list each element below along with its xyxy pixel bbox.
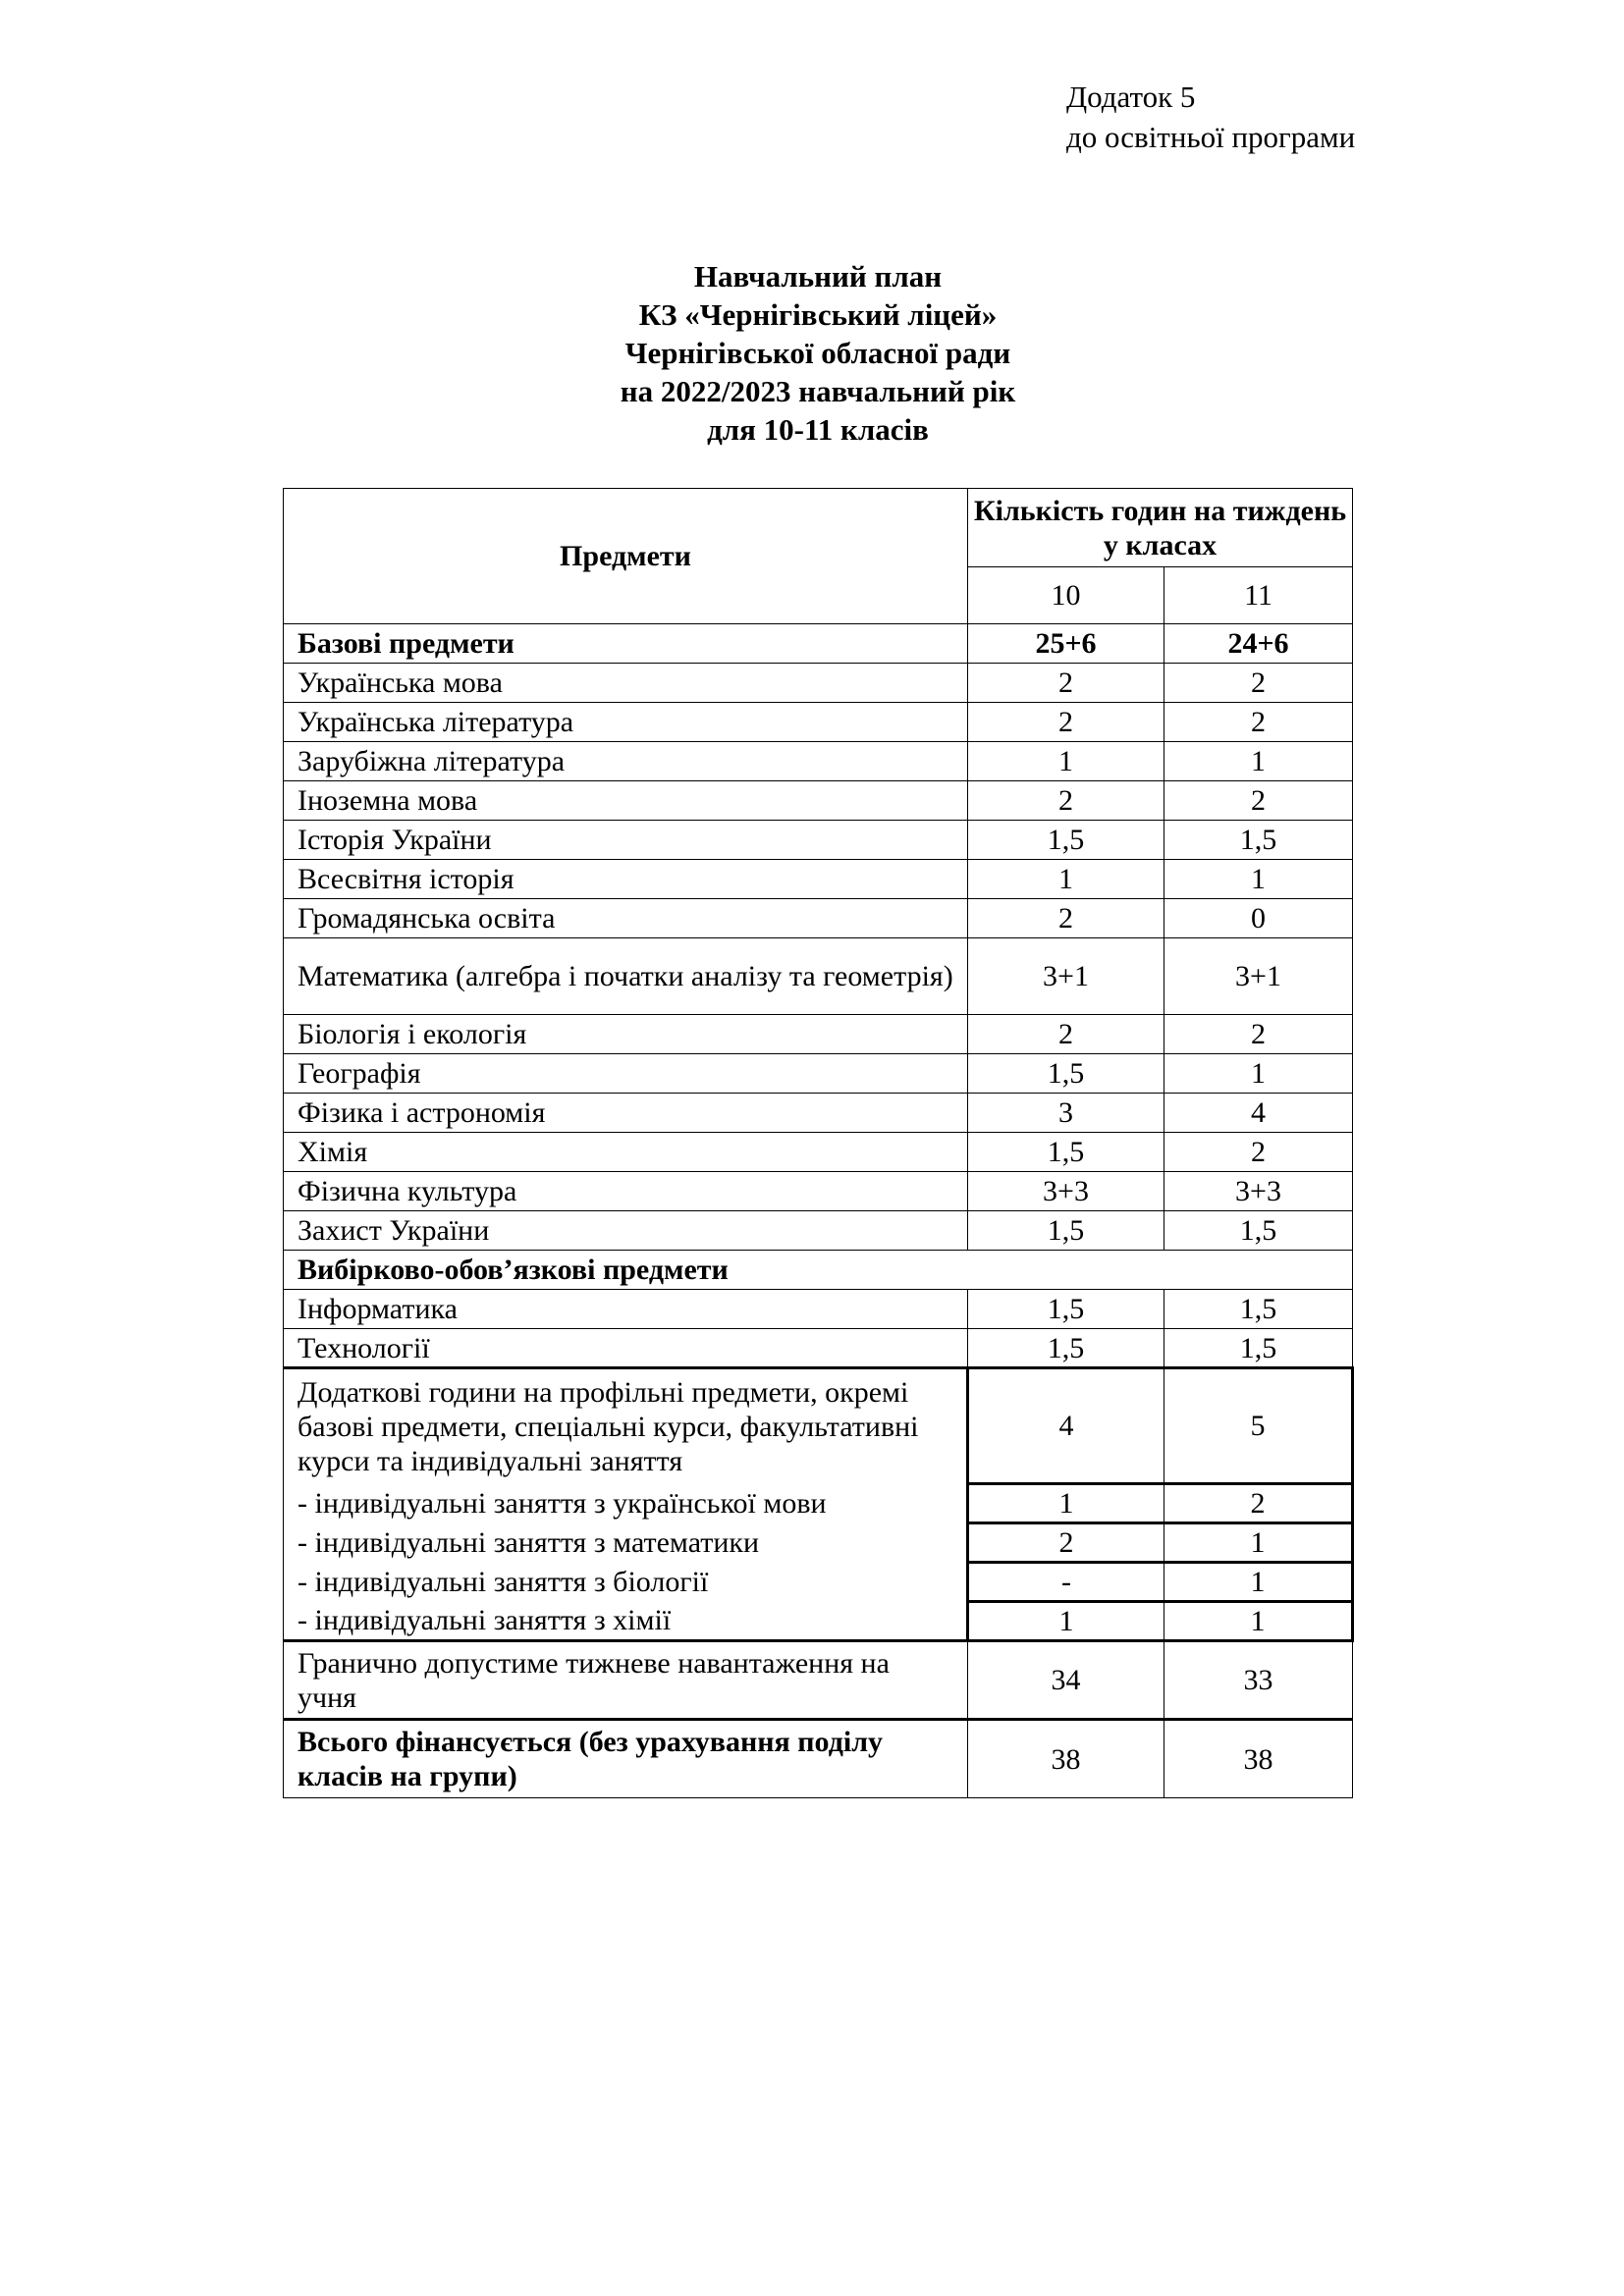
- g10-cell: 1,5: [968, 1133, 1164, 1172]
- subject-cell: Біологія і екологія: [284, 1015, 968, 1054]
- g10-cell: 1: [968, 742, 1164, 781]
- g11-cell: 1: [1164, 1563, 1353, 1602]
- g10-cell: 2: [968, 664, 1164, 703]
- subject-cell: Всесвітня історія: [284, 860, 968, 899]
- table-row: [284, 1054, 1353, 1094]
- header-grade-11: 11: [1164, 567, 1353, 624]
- g10-cell: 2: [968, 899, 1164, 938]
- subject-cell: - індивідуальні заняття з математики: [284, 1523, 968, 1563]
- g11-cell: 1,5: [1164, 1211, 1353, 1251]
- total-g11: 38: [1164, 1720, 1353, 1798]
- title-line-5: для 10-11 класів: [707, 412, 929, 447]
- g11-cell: 4: [1164, 1094, 1353, 1133]
- subject-cell: Іноземна мова: [284, 781, 968, 821]
- g11-cell: 1: [1164, 1523, 1353, 1563]
- subject-cell: - індивідуальні заняття з біології: [284, 1563, 968, 1602]
- max-load-row: [284, 1641, 1353, 1720]
- header-grade-10: 10: [968, 567, 1164, 624]
- table-row: [284, 742, 1353, 781]
- g11-cell: 0: [1164, 899, 1353, 938]
- g11-cell: 2: [1164, 781, 1353, 821]
- g11-cell: 1: [1164, 1602, 1353, 1641]
- table-row: [284, 1484, 1353, 1523]
- subject-cell: Хімія: [284, 1133, 968, 1172]
- max-load-g11: 33: [1164, 1641, 1353, 1720]
- table-row: [284, 664, 1353, 703]
- max-load-g10: 34: [968, 1641, 1164, 1720]
- g11-cell: 1: [1164, 860, 1353, 899]
- g11-cell: 2: [1164, 1015, 1353, 1054]
- table-row: [284, 821, 1353, 860]
- g10-cell: 3+3: [968, 1172, 1164, 1211]
- g10-cell: 1,5: [968, 821, 1164, 860]
- table-row: [284, 899, 1353, 938]
- g11-cell: 3+3: [1164, 1172, 1353, 1211]
- section-basic-g10: 25+6: [968, 624, 1164, 664]
- total-label: Всього фінансується (без урахування поділу класів на групи): [284, 1720, 968, 1798]
- subject-cell: Географія: [284, 1054, 968, 1094]
- appendix-line-1: Додаток 5: [1066, 80, 1196, 114]
- g10-cell: 3+1: [968, 938, 1164, 1015]
- g10-cell: 1: [968, 860, 1164, 899]
- subject-cell: - індивідуальні заняття з української мови: [284, 1484, 968, 1523]
- g10-cell: -: [968, 1563, 1164, 1602]
- section-basic-g11: 24+6: [1164, 624, 1353, 664]
- subject-cell: Громадянська освіта: [284, 899, 968, 938]
- g11-cell: 3+1: [1164, 938, 1353, 1015]
- subject-cell: - індивідуальні заняття з хімії: [284, 1602, 968, 1641]
- curriculum-table: [283, 488, 1354, 1798]
- table-row: [284, 1290, 1353, 1329]
- table-row: [284, 1094, 1353, 1133]
- header-subjects: Предмети: [284, 489, 968, 624]
- g11-cell: 1: [1164, 1054, 1353, 1094]
- title-line-1: Навчальний план: [693, 259, 943, 294]
- table-row: [284, 1563, 1353, 1602]
- title-line-3: Чернігівської обласної ради: [624, 336, 1011, 370]
- g10-cell: 2: [968, 1523, 1164, 1563]
- table-row: [284, 781, 1353, 821]
- appendix-note: [1066, 77, 1355, 157]
- title-line-2: КЗ «Чернігівський ліцей»: [638, 297, 998, 332]
- g10-cell: 2: [968, 781, 1164, 821]
- table-row: [284, 703, 1353, 742]
- section-basic-label: Базові предмети: [284, 624, 968, 664]
- table-header-row: [284, 489, 1353, 567]
- section-additional-g10: 4: [968, 1368, 1164, 1484]
- g11-cell: 2: [1164, 1133, 1353, 1172]
- header-hours: Кількість годин на тиждень у класах: [968, 489, 1353, 567]
- g11-cell: 1,5: [1164, 1290, 1353, 1329]
- g11-cell: 1: [1164, 742, 1353, 781]
- table-row: [284, 1133, 1353, 1172]
- g11-cell: 2: [1164, 703, 1353, 742]
- subject-cell: Українська мова: [284, 664, 968, 703]
- subject-cell: Фізична культура: [284, 1172, 968, 1211]
- subject-cell: Історія України: [284, 821, 968, 860]
- subject-cell: Інформатика: [284, 1290, 968, 1329]
- table-row: [284, 1329, 1353, 1368]
- subject-cell: Українська література: [284, 703, 968, 742]
- section-additional-g11: 5: [1164, 1368, 1353, 1484]
- section-basic-row: [284, 624, 1353, 664]
- title-line-4: на 2022/2023 навчальний рік: [620, 374, 1016, 408]
- total-g10: 38: [968, 1720, 1164, 1798]
- g10-cell: 2: [968, 1015, 1164, 1054]
- g10-cell: 1,5: [968, 1290, 1164, 1329]
- table-row: [284, 1172, 1353, 1211]
- table-row: [284, 1523, 1353, 1563]
- g11-cell: 2: [1164, 664, 1353, 703]
- g11-cell: 1,5: [1164, 821, 1353, 860]
- max-load-label: Гранично допустиме тижневе навантаження на учня: [284, 1641, 968, 1720]
- section-elective-label: Вибірково-обов’язкові предмети: [284, 1251, 1353, 1290]
- document-title: [0, 257, 1624, 449]
- g10-cell: 1,5: [968, 1329, 1164, 1368]
- g11-cell: 1,5: [1164, 1329, 1353, 1368]
- g10-cell: 1: [968, 1602, 1164, 1641]
- appendix-line-2: до освітньої програми: [1066, 120, 1356, 154]
- g10-cell: 3: [968, 1094, 1164, 1133]
- table-row: [284, 1015, 1353, 1054]
- section-additional-label: Додаткові години на профільні предмети, окремі базові предмети, спеціальні курси, факультативні курси та індивідуальні заняття: [284, 1368, 968, 1484]
- subject-cell: Технології: [284, 1329, 968, 1368]
- g10-cell: 1: [968, 1484, 1164, 1523]
- g10-cell: 1,5: [968, 1211, 1164, 1251]
- subject-cell: Зарубіжна література: [284, 742, 968, 781]
- total-row: [284, 1720, 1353, 1798]
- table-row: [284, 1211, 1353, 1251]
- g10-cell: 2: [968, 703, 1164, 742]
- table-row: [284, 938, 1353, 1015]
- table-row: [284, 860, 1353, 899]
- subject-cell: Захист України: [284, 1211, 968, 1251]
- subject-cell: Фізика і астрономія: [284, 1094, 968, 1133]
- g11-cell: 2: [1164, 1484, 1353, 1523]
- subject-cell: Математика (алгебра і початки аналізу та геометрія): [284, 938, 968, 1015]
- table-row: [284, 1602, 1353, 1641]
- section-additional-row: [284, 1368, 1353, 1484]
- g10-cell: 1,5: [968, 1054, 1164, 1094]
- section-elective-row: [284, 1251, 1353, 1290]
